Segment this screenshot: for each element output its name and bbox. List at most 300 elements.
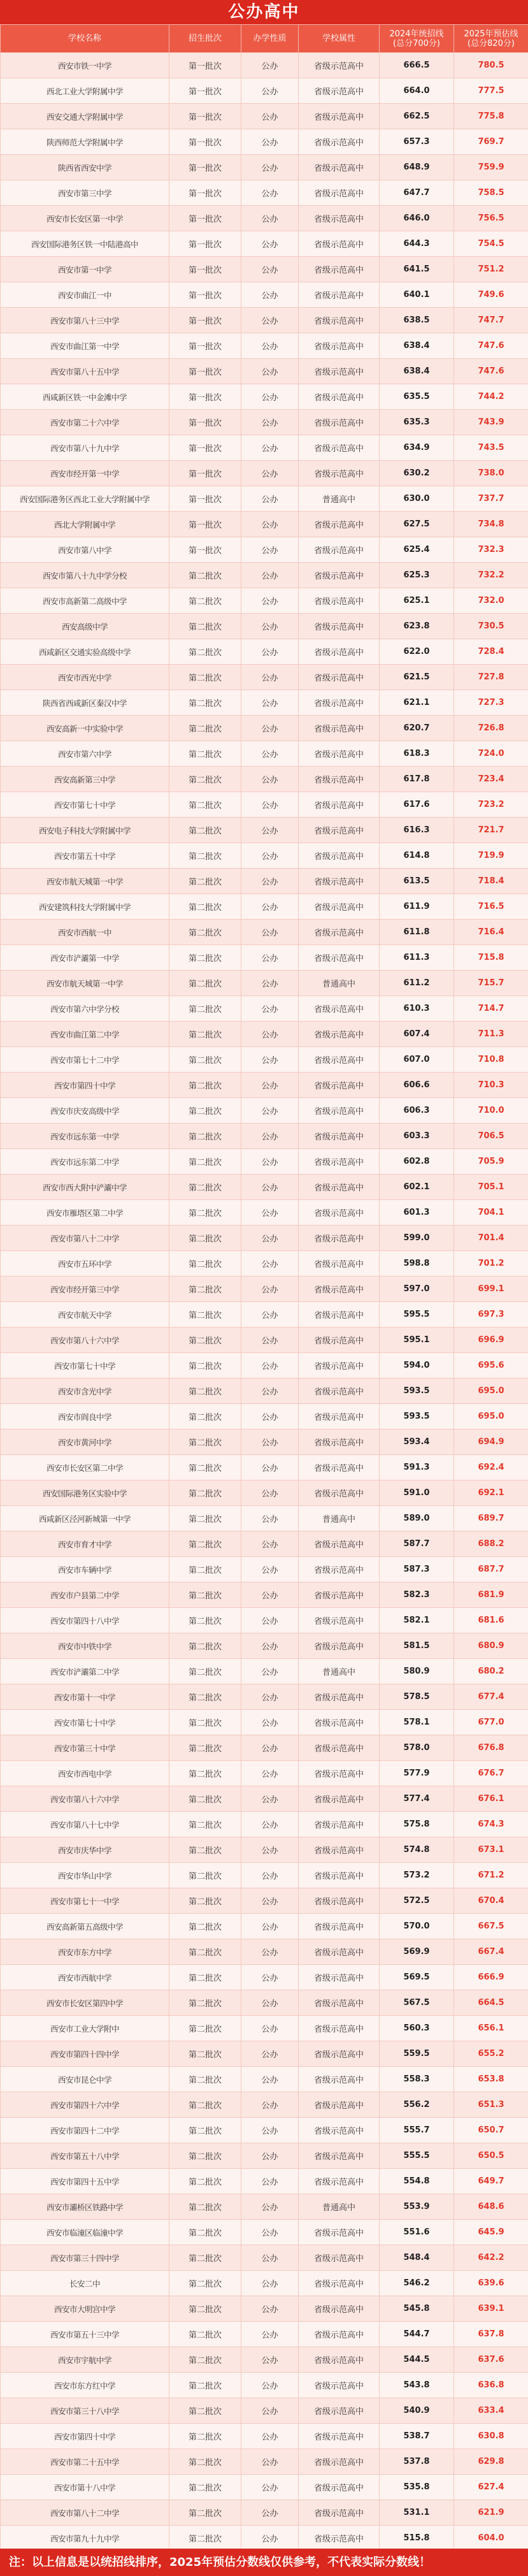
school-type-cell: 省级示范高中 <box>299 461 380 486</box>
estimate-2025-cell: 674.3 <box>454 1812 528 1837</box>
nature-cell: 公办 <box>241 1328 299 1353</box>
table-row <box>1 1378 528 1404</box>
school-name-cell: 西安市第七十中学 <box>1 792 169 818</box>
batch-cell: 第二批次 <box>169 1761 241 1786</box>
estimate-2025-cell: 645.9 <box>454 2220 528 2245</box>
school-type-cell: 省级示范高中 <box>299 1047 380 1073</box>
score-2024-cell: 621.5 <box>380 665 454 690</box>
batch-cell: 第二批次 <box>169 2347 241 2373</box>
school-type-cell: 省级示范高中 <box>299 2500 380 2526</box>
batch-cell: 第一批次 <box>169 410 241 435</box>
table-row <box>1 1863 528 1888</box>
school-name-cell: 西安高级中学 <box>1 614 169 639</box>
estimate-2025-cell: 695.0 <box>454 1378 528 1404</box>
score-2024-cell: 635.3 <box>380 410 454 435</box>
score-2024-cell: 662.5 <box>380 104 454 129</box>
school-type-cell: 省级示范高中 <box>299 2118 380 2143</box>
score-2024-cell: 569.9 <box>380 1939 454 1965</box>
table-row <box>1 1633 528 1659</box>
table-row <box>1 1939 528 1965</box>
estimate-2025-cell: 677.0 <box>454 1710 528 1735</box>
batch-cell: 第二批次 <box>169 1786 241 1812</box>
table-row <box>1 2118 528 2143</box>
table-row <box>1 1812 528 1837</box>
score-2024-cell: 638.5 <box>380 308 454 333</box>
school-name-cell: 西安市第八十五中学 <box>1 359 169 384</box>
table-row <box>1 1710 528 1735</box>
school-name-cell: 西安市经开第一中学 <box>1 461 169 486</box>
school-name-cell: 西安市第八中学 <box>1 537 169 563</box>
table-row <box>1 1277 528 1302</box>
score-2024-cell: 544.5 <box>380 2347 454 2373</box>
nature-cell: 公办 <box>241 180 299 206</box>
school-type-cell: 省级示范高中 <box>299 308 380 333</box>
score-2024-cell: 535.8 <box>380 2475 454 2500</box>
school-type-cell: 省级示范高中 <box>299 1812 380 1837</box>
table-row <box>1 155 528 180</box>
table-row <box>1 2220 528 2245</box>
estimate-2025-cell: 676.8 <box>454 1735 528 1761</box>
table-row <box>1 282 528 308</box>
school-name-cell: 西安市第三中学 <box>1 180 169 206</box>
estimate-2025-cell: 716.4 <box>454 920 528 945</box>
nature-cell: 公办 <box>241 2041 299 2067</box>
school-type-cell: 省级示范高中 <box>299 537 380 563</box>
estimate-2025-cell: 688.2 <box>454 1531 528 1557</box>
estimate-2025-cell: 747.6 <box>454 333 528 359</box>
score-2024-cell: 578.1 <box>380 1710 454 1735</box>
school-type-cell: 省级示范高中 <box>299 1073 380 1098</box>
nature-cell: 公办 <box>241 2322 299 2347</box>
school-name-cell: 西咸新区交通实验高级中学 <box>1 639 169 665</box>
estimate-2025-cell: 696.9 <box>454 1328 528 1353</box>
nature-cell: 公办 <box>241 869 299 894</box>
school-name-cell: 西安市曲江一中 <box>1 282 169 308</box>
school-type-cell: 省级示范高中 <box>299 1277 380 1302</box>
nature-cell: 公办 <box>241 920 299 945</box>
batch-cell: 第二批次 <box>169 1251 241 1277</box>
table-row <box>1 384 528 410</box>
table-row <box>1 2271 528 2296</box>
batch-cell: 第二批次 <box>169 614 241 639</box>
nature-cell: 公办 <box>241 1659 299 1684</box>
footer-note: 注：以上信息是以统招线排序，2025年预估分数线仅供参考，不代表实际分数线！ <box>0 2549 528 2576</box>
table-row <box>1 2169 528 2194</box>
estimate-2025-cell: 711.3 <box>454 1022 528 1047</box>
score-2024-cell: 622.0 <box>380 639 454 665</box>
school-name-cell: 西安市远东第二中学 <box>1 1149 169 1175</box>
batch-cell: 第二批次 <box>169 1302 241 1328</box>
batch-cell: 第二批次 <box>169 818 241 843</box>
school-type-cell: 普通高中 <box>299 971 380 996</box>
batch-cell: 第二批次 <box>169 2500 241 2526</box>
school-name-cell: 西安市黄河中学 <box>1 1429 169 1455</box>
score-2024-cell: 611.3 <box>380 945 454 971</box>
school-name-cell: 西安市五环中学 <box>1 1251 169 1277</box>
batch-cell: 第一批次 <box>169 180 241 206</box>
school-name-cell: 西安市经开第三中学 <box>1 1277 169 1302</box>
batch-cell: 第一批次 <box>169 461 241 486</box>
table-row <box>1 1557 528 1582</box>
batch-cell: 第二批次 <box>169 1990 241 2016</box>
school-type-cell: 省级示范高中 <box>299 1965 380 1990</box>
table-row <box>1 1404 528 1429</box>
table-row <box>1 1914 528 1939</box>
batch-cell: 第二批次 <box>169 1200 241 1226</box>
score-2024-cell: 630.2 <box>380 461 454 486</box>
score-2024-cell: 625.3 <box>380 563 454 588</box>
batch-cell: 第二批次 <box>169 1684 241 1710</box>
nature-cell: 公办 <box>241 639 299 665</box>
school-type-cell: 省级示范高中 <box>299 639 380 665</box>
estimate-2025-cell: 642.2 <box>454 2245 528 2271</box>
school-name-cell: 西安市华山中学 <box>1 1863 169 1888</box>
estimate-2025-cell: 705.9 <box>454 1149 528 1175</box>
nature-cell: 公办 <box>241 231 299 257</box>
school-name-cell: 西安市西电中学 <box>1 1761 169 1786</box>
score-2024-cell: 515.8 <box>380 2526 454 2551</box>
score-2024-cell: 607.0 <box>380 1047 454 1073</box>
school-name-cell: 西安市第五十三中学 <box>1 2322 169 2347</box>
batch-cell: 第二批次 <box>169 1812 241 1837</box>
estimate-2025-cell: 744.2 <box>454 384 528 410</box>
nature-cell: 公办 <box>241 1888 299 1914</box>
batch-cell: 第二批次 <box>169 2041 241 2067</box>
estimate-2025-cell: 676.1 <box>454 1786 528 1812</box>
nature-cell: 公办 <box>241 2143 299 2169</box>
nature-cell: 公办 <box>241 1965 299 1990</box>
table-row <box>1 180 528 206</box>
table-row <box>1 78 528 104</box>
score-2024-cell: 556.2 <box>380 2092 454 2118</box>
school-name-cell: 西安市第八十七中学 <box>1 1812 169 1837</box>
school-type-cell: 省级示范高中 <box>299 614 380 639</box>
school-name-cell: 西安交通大学附属中学 <box>1 104 169 129</box>
estimate-2025-cell: 751.2 <box>454 257 528 282</box>
school-type-cell: 省级示范高中 <box>299 206 380 231</box>
score-2024-cell: 560.3 <box>380 2016 454 2041</box>
school-name-cell: 西安市含光中学 <box>1 1378 169 1404</box>
table-row <box>1 792 528 818</box>
score-2024-cell: 545.8 <box>380 2296 454 2322</box>
school-type-cell: 省级示范高中 <box>299 2271 380 2296</box>
nature-cell: 公办 <box>241 792 299 818</box>
school-name-cell: 西安市大明宫中学 <box>1 2296 169 2322</box>
batch-cell: 第二批次 <box>169 2296 241 2322</box>
table-row <box>1 1226 528 1251</box>
batch-cell: 第二批次 <box>169 2016 241 2041</box>
score-2024-cell: 559.5 <box>380 2041 454 2067</box>
batch-cell: 第二批次 <box>169 1404 241 1429</box>
nature-cell: 公办 <box>241 2373 299 2398</box>
school-name-cell: 西安市铁一中学 <box>1 53 169 78</box>
estimate-2025-cell: 689.7 <box>454 1506 528 1531</box>
table-row <box>1 512 528 537</box>
nature-cell: 公办 <box>241 996 299 1022</box>
nature-cell: 公办 <box>241 716 299 741</box>
table-row <box>1 971 528 996</box>
score-2024-cell: 607.4 <box>380 1022 454 1047</box>
admission-score-table <box>0 24 528 2551</box>
table-row <box>1 333 528 359</box>
table-row <box>1 435 528 461</box>
table-row <box>1 104 528 129</box>
estimate-2025-cell: 775.8 <box>454 104 528 129</box>
estimate-2025-cell: 671.2 <box>454 1863 528 1888</box>
estimate-2025-cell: 681.9 <box>454 1582 528 1608</box>
nature-cell: 公办 <box>241 1761 299 1786</box>
nature-cell: 公办 <box>241 435 299 461</box>
school-type-cell: 省级示范高中 <box>299 1531 380 1557</box>
batch-cell: 第二批次 <box>169 1506 241 1531</box>
school-name-cell: 陕西省西咸新区秦汉中学 <box>1 690 169 716</box>
nature-cell: 公办 <box>241 2475 299 2500</box>
table-row <box>1 1124 528 1149</box>
school-name-cell: 陕西省西安中学 <box>1 155 169 180</box>
school-name-cell: 西安市第三十中学 <box>1 1735 169 1761</box>
estimate-2025-cell: 718.4 <box>454 869 528 894</box>
school-type-cell: 省级示范高中 <box>299 767 380 792</box>
batch-cell: 第二批次 <box>169 1149 241 1175</box>
estimate-2025-cell: 756.5 <box>454 206 528 231</box>
estimate-2025-cell: 673.1 <box>454 1837 528 1863</box>
score-2024-cell: 555.7 <box>380 2118 454 2143</box>
nature-cell: 公办 <box>241 843 299 869</box>
score-2024-cell: 587.3 <box>380 1557 454 1582</box>
score-2024-cell: 580.9 <box>380 1659 454 1684</box>
nature-cell: 公办 <box>241 2220 299 2245</box>
school-name-cell: 西安市航天城第一中学 <box>1 869 169 894</box>
nature-cell: 公办 <box>241 1098 299 1124</box>
batch-cell: 第二批次 <box>169 1455 241 1480</box>
school-name-cell: 西安市第八十三中学 <box>1 308 169 333</box>
school-name-cell: 西安市庆华中学 <box>1 1837 169 1863</box>
nature-cell: 公办 <box>241 2296 299 2322</box>
table-row <box>1 588 528 614</box>
table-row <box>1 2424 528 2449</box>
estimate-2025-cell: 747.6 <box>454 359 528 384</box>
estimate-2025-cell: 715.8 <box>454 945 528 971</box>
score-2024-cell: 551.6 <box>380 2220 454 2245</box>
nature-cell: 公办 <box>241 1506 299 1531</box>
school-type-cell: 省级示范高中 <box>299 1251 380 1277</box>
table-row <box>1 1506 528 1531</box>
score-2024-cell: 543.8 <box>380 2373 454 2398</box>
estimate-2025-cell: 694.9 <box>454 1429 528 1455</box>
nature-cell: 公办 <box>241 1226 299 1251</box>
school-name-cell: 西安市第六中学 <box>1 741 169 767</box>
score-2024-cell: 618.3 <box>380 741 454 767</box>
school-type-cell: 省级示范高中 <box>299 1404 380 1429</box>
table-row <box>1 2245 528 2271</box>
school-type-cell: 省级示范高中 <box>299 2373 380 2398</box>
estimate-2025-cell: 650.5 <box>454 2143 528 2169</box>
school-name-cell: 西安市工业大学附中 <box>1 2016 169 2041</box>
score-2024-cell: 578.5 <box>380 1684 454 1710</box>
table-row <box>1 2194 528 2220</box>
nature-cell: 公办 <box>241 1557 299 1582</box>
school-type-cell: 省级示范高中 <box>299 257 380 282</box>
school-type-cell: 省级示范高中 <box>299 1200 380 1226</box>
estimate-2025-cell: 710.0 <box>454 1098 528 1124</box>
score-2024-cell: 538.7 <box>380 2424 454 2449</box>
school-name-cell: 西安市中铁中学 <box>1 1633 169 1659</box>
nature-cell: 公办 <box>241 945 299 971</box>
nature-cell: 公办 <box>241 2245 299 2271</box>
school-type-cell: 省级示范高中 <box>299 1328 380 1353</box>
school-name-cell: 西安市户县第二中学 <box>1 1582 169 1608</box>
estimate-2025-cell: 687.7 <box>454 1557 528 1582</box>
batch-cell: 第二批次 <box>169 971 241 996</box>
table-row <box>1 1888 528 1914</box>
nature-cell: 公办 <box>241 2016 299 2041</box>
school-name-cell: 西安市第八十二中学 <box>1 1226 169 1251</box>
estimate-2025-cell: 728.4 <box>454 639 528 665</box>
batch-cell: 第二批次 <box>169 1073 241 1098</box>
batch-cell: 第二批次 <box>169 1837 241 1863</box>
nature-cell: 公办 <box>241 894 299 920</box>
score-2024-cell: 589.0 <box>380 1506 454 1531</box>
school-name-cell: 西安高新第三中学 <box>1 767 169 792</box>
table-row <box>1 665 528 690</box>
school-type-cell: 省级示范高中 <box>299 716 380 741</box>
estimate-2025-cell: 699.1 <box>454 1277 528 1302</box>
table-row <box>1 1761 528 1786</box>
table-row <box>1 1480 528 1506</box>
table-row <box>1 2296 528 2322</box>
score-2024-cell: 597.0 <box>380 1277 454 1302</box>
school-name-cell: 西安市浐灞第一中学 <box>1 945 169 971</box>
school-name-cell: 西安市西航中学 <box>1 1965 169 1990</box>
estimate-2025-cell: 639.1 <box>454 2296 528 2322</box>
batch-cell: 第一批次 <box>169 333 241 359</box>
header-school-type: 学校属性 <box>299 25 380 53</box>
batch-cell: 第一批次 <box>169 231 241 257</box>
score-2024-cell: 578.0 <box>380 1735 454 1761</box>
school-name-cell: 西安高新第五高级中学 <box>1 1914 169 1939</box>
school-name-cell: 西安市第七十中学 <box>1 1353 169 1378</box>
school-type-cell: 省级示范高中 <box>299 665 380 690</box>
score-2024-cell: 577.9 <box>380 1761 454 1786</box>
estimate-2025-cell: 633.4 <box>454 2398 528 2424</box>
school-name-cell: 西安市西大附中浐灞中学 <box>1 1175 169 1200</box>
score-2024-cell: 593.5 <box>380 1378 454 1404</box>
batch-cell: 第二批次 <box>169 1353 241 1378</box>
batch-cell: 第一批次 <box>169 206 241 231</box>
school-type-cell: 省级示范高中 <box>299 2526 380 2551</box>
batch-cell: 第二批次 <box>169 741 241 767</box>
estimate-2025-cell: 716.5 <box>454 894 528 920</box>
school-name-cell: 西安市第三十八中学 <box>1 2398 169 2424</box>
estimate-2025-cell: 695.6 <box>454 1353 528 1378</box>
school-type-cell: 普通高中 <box>299 2194 380 2220</box>
score-2024-cell: 606.3 <box>380 1098 454 1124</box>
school-name-cell: 西安市第八十六中学 <box>1 1786 169 1812</box>
school-name-cell: 西安国际港务区实验中学 <box>1 1480 169 1506</box>
estimate-2025-cell: 692.4 <box>454 1455 528 1480</box>
school-name-cell: 西安市第四十八中学 <box>1 1608 169 1633</box>
estimate-2025-cell: 636.8 <box>454 2373 528 2398</box>
batch-cell: 第二批次 <box>169 1939 241 1965</box>
nature-cell: 公办 <box>241 1149 299 1175</box>
school-type-cell: 省级示范高中 <box>299 512 380 537</box>
school-name-cell: 西安市昆仑中学 <box>1 2067 169 2092</box>
score-2024-cell: 546.2 <box>380 2271 454 2296</box>
batch-cell: 第二批次 <box>169 1557 241 1582</box>
school-name-cell: 西安市东方红中学 <box>1 2373 169 2398</box>
school-type-cell: 省级示范高中 <box>299 1684 380 1710</box>
estimate-2025-cell: 743.5 <box>454 435 528 461</box>
estimate-2025-cell: 704.1 <box>454 1200 528 1226</box>
estimate-2025-cell: 681.6 <box>454 1608 528 1633</box>
batch-cell: 第二批次 <box>169 1531 241 1557</box>
school-type-cell: 省级示范高中 <box>299 1455 380 1480</box>
batch-cell: 第二批次 <box>169 588 241 614</box>
score-2024-cell: 595.1 <box>380 1328 454 1353</box>
school-type-cell: 省级示范高中 <box>299 2449 380 2475</box>
batch-cell: 第二批次 <box>169 945 241 971</box>
score-2024-cell: 602.1 <box>380 1175 454 1200</box>
school-name-cell: 西安市曲江第一中学 <box>1 333 169 359</box>
score-2024-cell: 593.4 <box>380 1429 454 1455</box>
score-2024-cell: 540.9 <box>380 2398 454 2424</box>
table-row <box>1 537 528 563</box>
estimate-2025-cell: 680.2 <box>454 1659 528 1684</box>
school-name-cell: 西安市第四十六中学 <box>1 2092 169 2118</box>
school-type-cell: 省级示范高中 <box>299 2322 380 2347</box>
table-row <box>1 2322 528 2347</box>
school-type-cell: 省级示范高中 <box>299 894 380 920</box>
batch-cell: 第二批次 <box>169 1047 241 1073</box>
batch-cell: 第二批次 <box>169 2118 241 2143</box>
score-2024-cell: 634.9 <box>380 435 454 461</box>
batch-cell: 第二批次 <box>169 716 241 741</box>
table-row <box>1 1684 528 1710</box>
estimate-2025-cell: 648.6 <box>454 2194 528 2220</box>
score-2024-cell: 602.8 <box>380 1149 454 1175</box>
school-type-cell: 省级示范高中 <box>299 1353 380 1378</box>
school-name-cell: 西安市宇航中学 <box>1 2347 169 2373</box>
estimate-2025-cell: 667.5 <box>454 1914 528 1939</box>
school-name-cell: 西安电子科技大学附属中学 <box>1 818 169 843</box>
school-type-cell: 省级示范高中 <box>299 384 380 410</box>
estimate-2025-cell: 630.8 <box>454 2424 528 2449</box>
school-name-cell: 西安市第十八中学 <box>1 2475 169 2500</box>
school-type-cell: 省级示范高中 <box>299 1022 380 1047</box>
school-type-cell: 省级示范高中 <box>299 2347 380 2373</box>
batch-cell: 第二批次 <box>169 2322 241 2347</box>
school-type-cell: 省级示范高中 <box>299 1761 380 1786</box>
batch-cell: 第二批次 <box>169 1965 241 1990</box>
nature-cell: 公办 <box>241 690 299 716</box>
estimate-2025-cell: 714.7 <box>454 996 528 1022</box>
school-type-cell: 省级示范高中 <box>299 1098 380 1124</box>
score-2024-cell: 617.6 <box>380 792 454 818</box>
school-type-cell: 省级示范高中 <box>299 690 380 716</box>
estimate-2025-cell: 666.9 <box>454 1965 528 1990</box>
estimate-2025-cell: 629.8 <box>454 2449 528 2475</box>
school-type-cell: 省级示范高中 <box>299 1837 380 1863</box>
nature-cell: 公办 <box>241 1863 299 1888</box>
score-2024-cell: 623.8 <box>380 614 454 639</box>
table-row <box>1 741 528 767</box>
batch-cell: 第二批次 <box>169 2373 241 2398</box>
school-name-cell: 西安市第八十九中学分校 <box>1 563 169 588</box>
table-row <box>1 2143 528 2169</box>
school-type-cell: 省级示范高中 <box>299 180 380 206</box>
school-type-cell: 省级示范高中 <box>299 2424 380 2449</box>
score-2024-cell: 591.3 <box>380 1455 454 1480</box>
